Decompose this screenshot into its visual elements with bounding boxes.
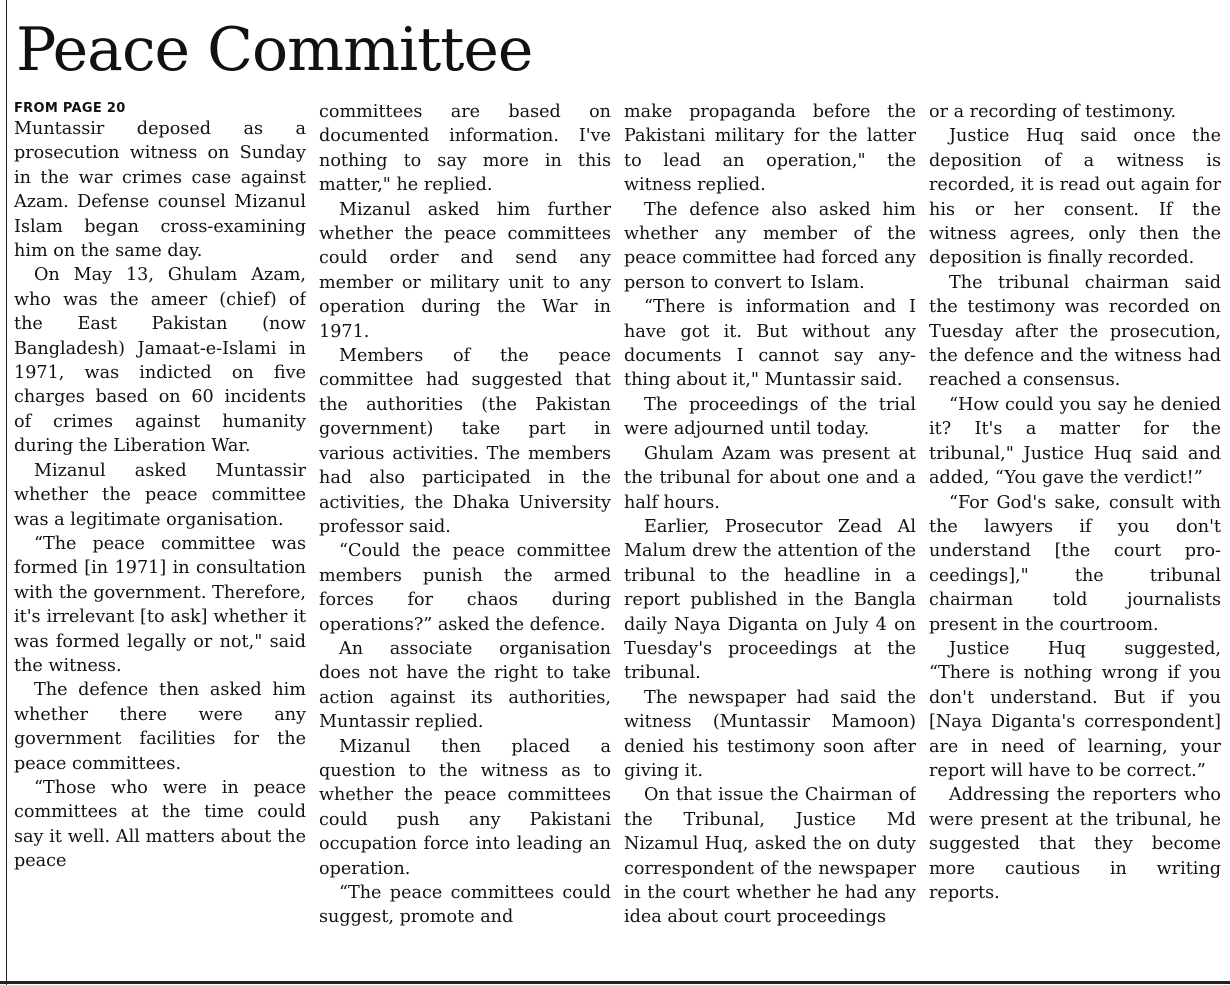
paragraph: Earlier, Prosecutor Zead Al Malum drew the attention of the tribunal to the headline in a report published in the Bangla daily Naya Diganta on July 4 on Tuesday's proceedings at the tribunal. — [624, 516, 916, 684]
article-body — [14, 100, 1224, 974]
paragraph: “The peace committees could suggest, promote and — [319, 883, 611, 928]
paragraph: On that issue the Chairman of the Tribunal, Justice Md Nizamul Huq, asked the on duty correspondent of the newspaper in the court whether he had any idea about court proceedings — [624, 785, 916, 928]
paragraph: “The peace committee was formed [in 1971] in consultation with the government. Therefore, it's irrelevant [to ask] whether it was formed legally or not," said the witness. — [14, 533, 306, 676]
paragraph: make propaganda before the Pakistani military for the latter to lead an operation," the witness replied. — [624, 102, 916, 196]
article-headline: Peace Committee — [16, 15, 533, 85]
paragraph: Ghulam Azam was present at the tribunal for about one and a half hours. — [624, 443, 916, 513]
paragraph: “Could the peace committee members punish the armed forces for chaos during operations?” asked the defence. — [319, 541, 611, 635]
paragraph: Mizanul asked Muntassir whether the peace committee was a legitimate organisation. — [14, 460, 306, 530]
paragraph: Mizanul asked him further whether the peace committees could order and send any member or military unit to any operation during the War in 1971. — [319, 199, 611, 342]
paragraph: Justice Huq suggested, “There is nothing wrong if you don't understand. But if you [Naya Diganta's correspondent] are in need of learning, your report will have to be correct.” — [929, 638, 1221, 781]
paragraph: The proceedings of the trial were adjourned until today. — [624, 394, 916, 440]
paragraph: committees are based on documented information. I've nothing to say more in this matter," he replied. — [319, 102, 611, 196]
paragraph: “Those who were in peace committees at the time could say it well. All matters about the peace — [14, 777, 306, 872]
paragraph: Muntassir deposed as a prosecution witness on Sunday in the war crimes case against Azam. Defense counsel Mizanul Islam began cross-examining him on the same day. — [14, 119, 306, 262]
bottom-rule — [0, 981, 1230, 984]
paragraph: Addressing the reporters who were present at the tribunal, he suggested that they become more cautious in writing reports. — [929, 785, 1221, 903]
paragraph: Justice Huq said once the deposition of a witness is recorded, it is read out again for his or her consent. If the witness agrees, only then the deposition is finally recorded. — [929, 126, 1221, 269]
continuation-kicker: FROM PAGE 20 — [14, 101, 126, 116]
paragraph: “There is information and I have got it. But without any documents I cannot say anything about it," Muntassir said. — [624, 297, 916, 391]
paragraph: An associate organisation does not have the right to take action against its authorities, Muntassir replied. — [319, 638, 611, 733]
paragraph: Mizanul then placed a question to the witness as to whether the peace committees could push any Pakistani occupation force into leading an operation. — [319, 736, 611, 879]
paragraph: The tribunal chairman said the testimony was recorded on Tuesday after the prosecution, the defence and the witness had reached a consensus. — [929, 272, 1221, 391]
column-1 — [14, 100, 306, 974]
paragraph: The defence then asked him whether there were any government facilities for the peace committees. — [14, 680, 306, 774]
paragraph: The newspaper had said the witness (Muntassir Mamoon) denied his testimony soon after giving it. — [624, 687, 916, 781]
paragraph: “How could you say he denied it? It's a matter for the tribunal," Justice Huq said and added, “You gave the verdict!” — [929, 394, 1221, 489]
paragraph: or a recording of testimony. — [929, 102, 1177, 122]
column-3 — [624, 100, 916, 974]
column-2 — [319, 100, 611, 974]
paragraph: “For God's sake, consult with the lawyers if you don't understand [the court proceedings]," the tribunal chairman told journalists present in the courtroom. — [929, 492, 1221, 635]
left-column-rule — [6, 0, 7, 985]
paragraph: The defence also asked him whether any member of the peace committee had forced any person to convert to Islam. — [624, 199, 916, 293]
column-4 — [929, 100, 1221, 974]
paragraph: Members of the peace committee had suggested that the authorities (the Pakistan government) take part in various activities. The members had also participated in the activities, the Dhaka University professor said. — [319, 346, 611, 537]
paragraph: On May 13, Ghulam Azam, who was the ameer (chief) of the East Pakistan (now Bangladesh) Jamaat-e-Islami in 1971, was indicted on five charges based on 60 incidents of crimes against humanity during the Liberation War. — [14, 265, 306, 457]
